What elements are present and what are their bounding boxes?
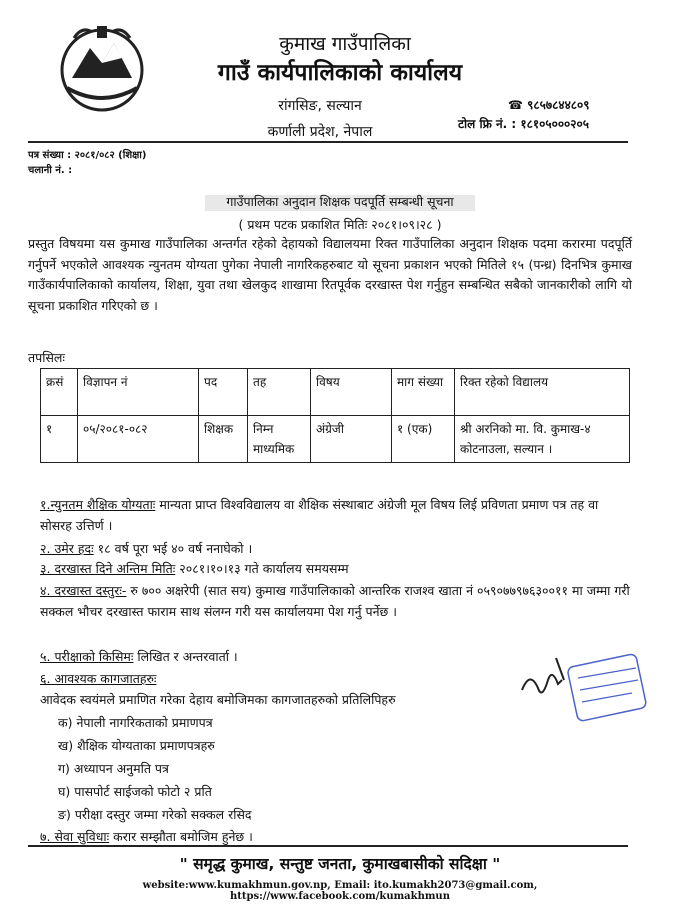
header-divider [28, 141, 628, 143]
condition-label: ३. दरखास्त दिने अन्तिम मितिः [40, 561, 176, 576]
table-cell: शिक्षक [199, 416, 248, 463]
table-header-cell: तह [248, 369, 311, 416]
list-item: क) नेपाली नागरिकताको प्रमाणपत्र [58, 715, 213, 730]
table-cell: निम्न माध्यमिक [248, 416, 311, 463]
table-cell: अंग्रेजी [311, 416, 392, 463]
condition-text: करार सम्झौता बमोजिम हुनेछ । [109, 829, 253, 844]
table-row [41, 416, 630, 463]
dispatch-number: चलानी नं. : [28, 165, 73, 176]
phone-number: ☎ ९८५७८४४८०९ [508, 98, 590, 112]
documents-intro: आवेदक स्वयंमले प्रमाणित गरेका देहाय बमोजिमका कागजातहरुको प्रतिलिपिहरु [40, 692, 396, 707]
notice-title: गाउँपालिका अनुदान शिक्षक पदपूर्ति सम्बन्धी सूचना [226, 194, 454, 209]
condition-benefits [40, 826, 630, 847]
table-header-cell: रिक्त रहेको विद्यालय [455, 369, 630, 416]
list-item: घ) पासपोर्ट साईजको फोटो २ प्रति [58, 784, 212, 799]
signature-stamp-icon [512, 650, 652, 730]
municipality-name: कुमाख गाउँपालिका [279, 33, 411, 55]
condition-qualification [40, 494, 630, 536]
condition-label: ६. आवश्यक कागजातहरुः [40, 671, 157, 686]
motto: " समृद्ध कुमाख, सन्तुष्ट जनता, कुमाखबासीको सदिक्षा " [179, 855, 501, 873]
contact-info: website:www.kumakhmun.gov.np, Email: ito.kumakh2073@gmail.com, https://www.facebook.com/kumakhmun [142, 880, 538, 902]
list-item: ग) अध्यापन अनुमति पत्र [58, 761, 169, 776]
table-header-cell: माग संख्या [392, 369, 455, 416]
table-cell: ०५/२०८१-०८२ [78, 416, 199, 463]
condition-label: ४. दरखास्त दस्तुरः- [40, 583, 127, 598]
condition-text: रु ७०० अक्षरेपी (सात सय) कुमाख गाउँपालिकाको आन्तरिक राजश्व खाता नं ०५९०७७९७६३००११ मा जम्मा गरी सक्कल भौचर दरखास्त फाराम साथ संलग्न गरी यस कार्यालयमा पेश गर्नु पर्नेछ । [40, 583, 630, 619]
table-header-row [41, 369, 630, 416]
condition-fee [40, 580, 630, 622]
condition-text: मान्यता प्राप्त विश्वविद्यालय वा शैक्षिक संस्थाबाट अंग्रेजी मूल विषय लिई प्रविणता प्रमाण पत्र तह वा सोसरह उत्तिर्ण । [40, 497, 599, 533]
table-header-cell: विषय [311, 369, 392, 416]
office-location: रांगसिङ, सल्यान [278, 98, 362, 114]
notice-subtitle: ( प्रथम पटक प्रकाशित मितिः २०८१।०९।२८ ) [238, 217, 442, 232]
reference-number: पत्र संख्या : २०८१/०८२ (शिक्षा) [28, 150, 147, 161]
list-item: ख) शैक्षिक योग्यताका प्रमाणपत्रहरु [58, 738, 215, 753]
office-name: गाउँ कार्यपालिकाको कार्यालय [217, 60, 463, 86]
condition-label: ५. परीक्षाको किसिमः [40, 649, 134, 664]
province-name: कर्णाली प्रदेश, नेपाल [267, 124, 373, 140]
vacancy-table [40, 368, 630, 463]
footer-divider [28, 845, 628, 847]
condition-text: लिखित र अन्तरवार्ता । [133, 649, 238, 664]
condition-age [40, 538, 630, 559]
table-cell: १ (एक) [392, 416, 455, 463]
list-item: ङ) परीक्षा दस्तुर जम्मा गरेको सक्कल रसिद [58, 807, 252, 822]
table-cell: श्री अरनिको मा. वि. कुमाख-४ कोटनाउला, सल्यान । [455, 416, 630, 463]
details-heading: तपसिलः [28, 350, 65, 365]
condition-label: ७. सेवा सुविधाः [40, 829, 110, 844]
notice-body: प्रस्तुत विषयमा यस कुमाख गाउँपालिका अन्तर्गत रहेको देहायको विद्यालयमा रिक्त गाउँपालिका अनुदान शिक्षक पदमा करारमा पदपूर्ति गर्नुपर्ने भएकोले आवश्यक न्युनतम योग्यता पुगेका नेपाली नागरिकहरुबाट यो सूचना प्रकाशन भएको मितिले १५ (पन्ध्र) दिनभित्र कुमाख गाउँकार्यपालिकाको कार्यालय, शिक्षा, युवा तथा खेलकुद शाखामा रितपूर्वक दरखास्त पेश गर्नुहुन सम्बन्धित सबैको जानकारीको लागि यो सूचना प्रकाशित गरिएको छ । [28, 236, 632, 313]
condition-deadline [40, 558, 630, 579]
government-emblem-icon [52, 18, 152, 118]
table-header-cell: पद [199, 369, 248, 416]
condition-text: २०८१।१०।१३ गते कार्यालय समयसम्म [175, 561, 349, 576]
table-cell: १ [41, 416, 78, 463]
table-header-cell: विज्ञापन नं [78, 369, 199, 416]
condition-label: १.न्युनतम शैक्षिक योग्यताः [40, 497, 156, 512]
tollfree-number: टोल फ्रि नं. : १८१०५०००२०५ [458, 117, 590, 131]
condition-label: २. उमेर हदः [40, 541, 94, 556]
table-header-cell: क्रसं [41, 369, 78, 416]
condition-text: १८ वर्ष पूरा भई ४० वर्ष ननाघेको । [93, 541, 253, 556]
